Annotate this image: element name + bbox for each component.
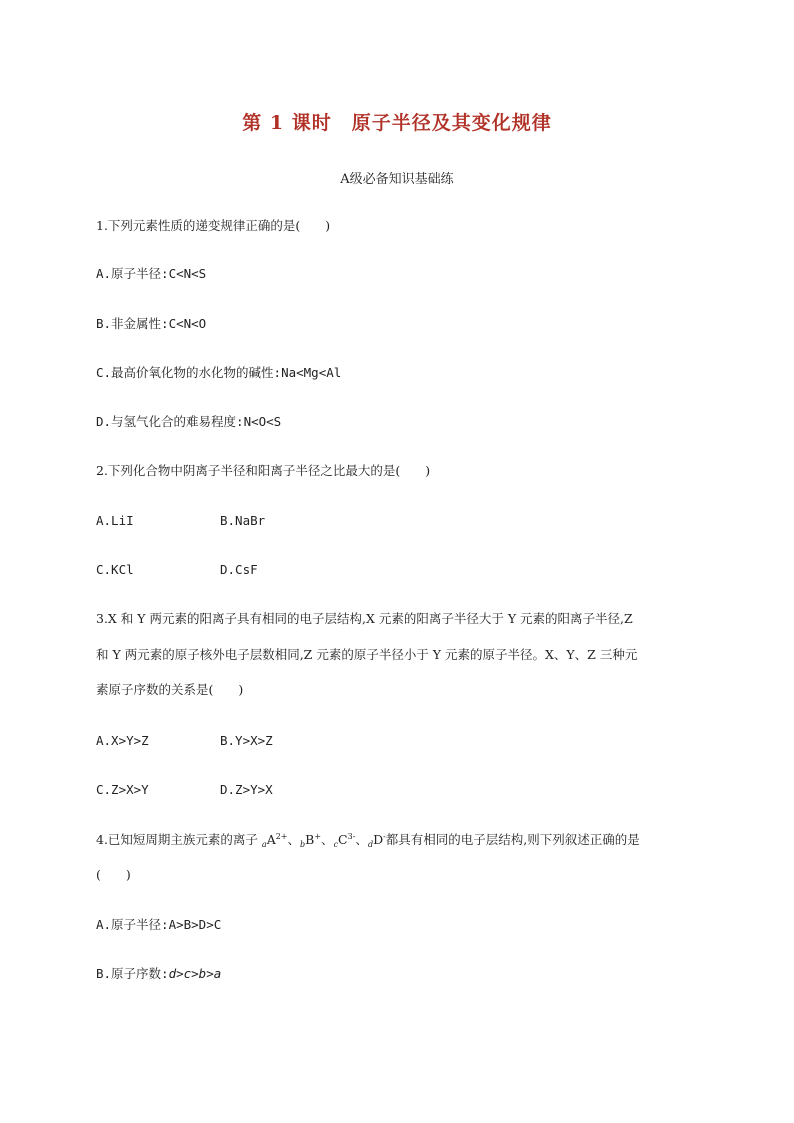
question-3-stem-line-3: 素原子序数的关系是( ) bbox=[96, 682, 244, 697]
question-3-stem-line-2: 和 Y 两元素的原子核外电子层数相同,Z 元素的原子半径小于 Y 元素的原子半径。X、Y、Z 三种元 bbox=[96, 647, 638, 662]
question-4-option-b bbox=[96, 964, 706, 984]
question-4-stem-start: 4.已知短周期主族元素的离子 bbox=[96, 832, 262, 847]
question-2-option-c: C.KCl bbox=[96, 562, 134, 577]
ion-d-symbol: D bbox=[373, 832, 384, 847]
question-4-paren: ( ) bbox=[96, 867, 131, 882]
question-2-option-a: A.LiI bbox=[96, 513, 134, 528]
question-4-stem bbox=[96, 830, 706, 855]
page-title: 第 1 课时 原子半径及其变化规律 bbox=[242, 112, 552, 134]
question-4-option-a: A.原子半径:A>B>D>C bbox=[96, 917, 222, 932]
question-3-option-d: D.Z>Y>X bbox=[220, 782, 273, 797]
question-1-option-a: A.原子半径:C<N<S bbox=[96, 266, 207, 281]
separator: 、 bbox=[321, 832, 334, 847]
question-4-option-b-label: B.原子序数: bbox=[96, 966, 169, 981]
ion-b-charge: + bbox=[314, 831, 322, 841]
ion-a-charge: 2+ bbox=[275, 831, 288, 841]
separator: 、 bbox=[355, 832, 368, 847]
question-4-stem-end: 都具有相同的电子层结构,则下列叙述正确的是 bbox=[385, 832, 640, 847]
question-2-option-b: B.NaBr bbox=[220, 513, 266, 528]
ion-c-prefix: c bbox=[333, 840, 339, 849]
ion-d-prefix: d bbox=[367, 840, 374, 849]
question-3-option-c: C.Z>X>Y bbox=[96, 782, 149, 797]
question-3-option-a: A.X>Y>Z bbox=[96, 733, 149, 748]
question-3-stem-line-1: 3.X 和 Y 两元素的阳离子具有相同的电子层结构,X 元素的阳离子半径大于 Y 元素的阳离子半径,Z bbox=[96, 611, 633, 626]
ion-a-symbol: A bbox=[266, 832, 276, 847]
ion-b-symbol: B bbox=[305, 832, 315, 847]
ion-b-prefix: b bbox=[300, 840, 306, 849]
question-1-option-d: D.与氢气化合的难易程度:N<O<S bbox=[96, 414, 282, 429]
question-4-option-b-value: d>c>b>a bbox=[168, 966, 222, 981]
question-2-option-row-2 bbox=[96, 560, 706, 580]
question-3-option-row-2 bbox=[96, 780, 706, 800]
ion-a-prefix: a bbox=[261, 840, 267, 849]
question-3-option-b: B.Y>X>Z bbox=[220, 733, 273, 748]
ion-d-charge: - bbox=[383, 831, 386, 841]
separator: 、 bbox=[287, 832, 301, 847]
question-2-option-d: D.CsF bbox=[220, 562, 258, 577]
question-2-stem: 2.下列化合物中阴离子半径和阳离子半径之比最大的是( ) bbox=[96, 463, 431, 478]
question-1-option-c: C.最高价氧化物的水化物的碱性:Na<Mg<Al bbox=[96, 365, 342, 380]
question-1-option-b: B.非金属性:C<N<O bbox=[96, 316, 207, 331]
ion-c-symbol: C bbox=[338, 832, 348, 847]
question-1-stem: 1.下列元素性质的递变规律正确的是( ) bbox=[96, 218, 331, 233]
question-3-option-row-1 bbox=[96, 731, 706, 751]
ion-c-charge: 3- bbox=[347, 831, 356, 841]
section-subtitle: A级必备知识基础练 bbox=[340, 172, 454, 187]
question-2-option-row-1 bbox=[96, 511, 706, 531]
